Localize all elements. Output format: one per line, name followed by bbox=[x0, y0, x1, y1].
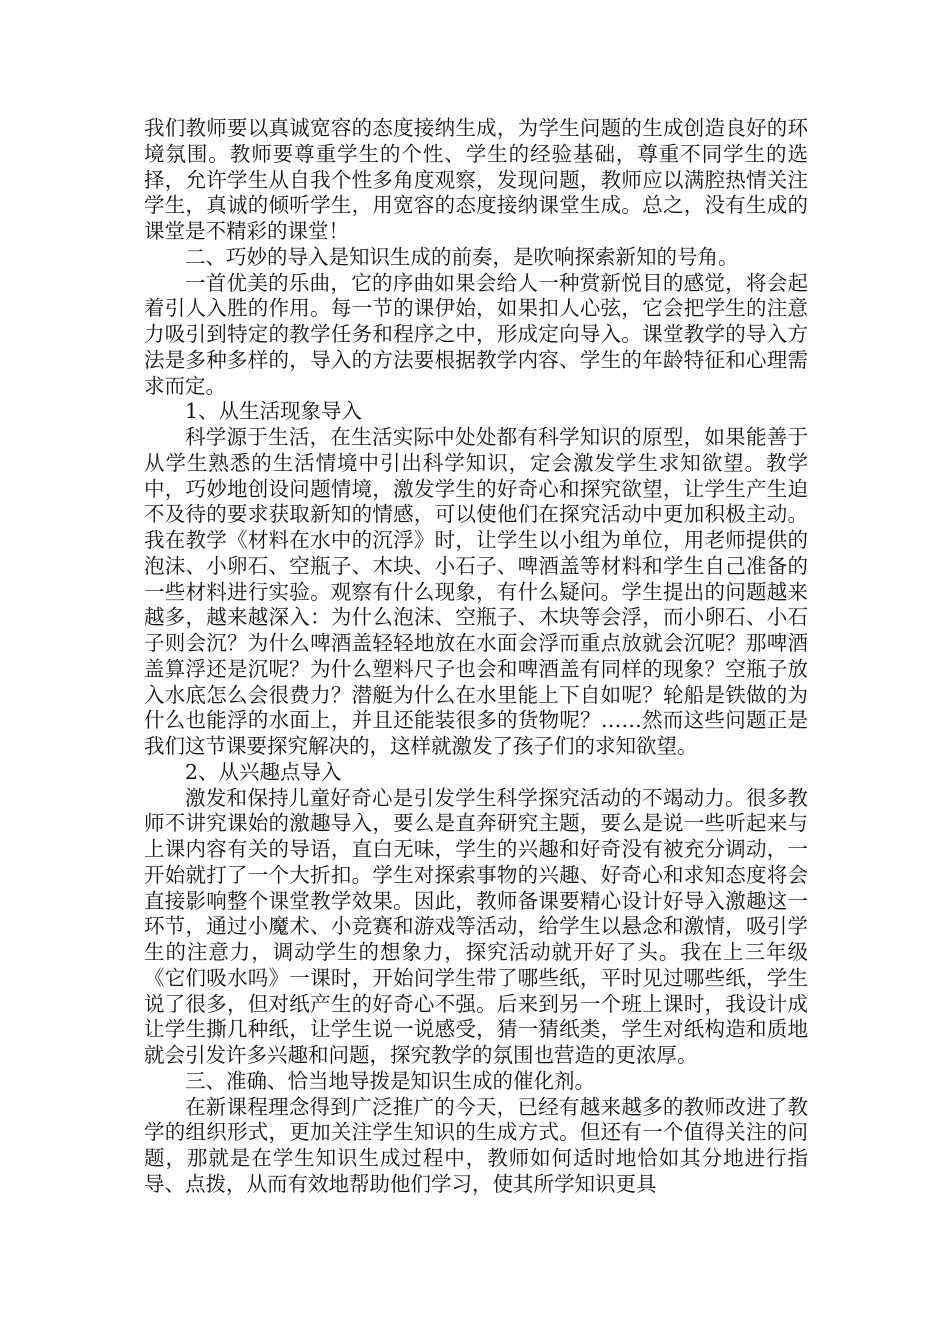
subheading-interest-point: 2、从兴趣点导入 bbox=[185, 759, 342, 784]
section-heading-2: 二、巧妙的导入是知识生成的前奏，是吹响探索新知的号角。 bbox=[185, 244, 739, 269]
document-page bbox=[144, 116, 808, 1198]
paragraph-intro: 一首优美的乐曲，它的序曲如果会给人一种赏新悦目的感觉，将会起着引人入胜的作用。每一节的课伊始，如果扣人心弦，它会把学生的注意力吸引到特定的教学任务和程序之中，形成定向导入。课堂教学的导入方法是多种多样的，导入的方法要根据教学内容、学生的年龄特征和心理需求而定。 bbox=[144, 270, 808, 398]
section-heading-3: 三、准确、恰当地导拨是知识生成的催化剂。 bbox=[185, 1068, 595, 1093]
paragraph-interest-point: 激发和保持儿童好奇心是引发学生科学探究活动的不竭动力。很多教师不讲究课始的激趣导入，要么是直奔研究主题，要么是说一些听起来与上课内容有关的导语，直白无味，学生的兴趣和好奇没有被充分调动，一开始就打了一个大折扣。学生对探索事物的兴趣、好奇心和求知态度将会直接影响整个课堂教学效果。因此，教师备课要精心设计好导入激趣这一环节，通过小魔术、小竞赛和游戏等活动，给学生以悬念和激情，吸引学生的注意力，调动学生的想象力，探究活动就开好了头。我在上三年级《它们吸水吗》一课时，开始问学生带了哪些纸，平时见过哪些纸，学生说了很多，但对纸产生的好奇心不强。后来到另一个班上课时，我设计成让学生撕几种纸，让学生说一说感受，猜一猜纸类，学生对纸构造和质地就会引发许多兴趣和问题，探究教学的氛围也营造的更浓厚。 bbox=[144, 785, 808, 1067]
paragraph-continuation: 我们教师要以真诚宽容的态度接纳生成，为学生问题的生成创造良好的环境氛围。教师要尊重学生的个性、学生的经验基础，尊重不同学生的选择，允许学生从自我个性多角度观察，发现问题，教师应以满腔热情关注学生，真诚的倾听学生，用宽容的态度接纳课堂生成。总之，没有生成的课堂是不精彩的课堂！ bbox=[144, 116, 808, 243]
paragraph-life-phenomena: 科学源于生活，在生活实际中处处都有科学知识的原型，如果能善于从学生熟悉的生活情境中引出科学知识，定会激发学生求知欲望。教学中，巧妙地创设问题情境，激发学生的好奇心和探究欲望，让学生产生迫不及待的要求获取新知的情感，可以使他们在探究活动中更加积极主动。我在教学《材料在水中的沉浮》时，让学生以小组为单位，用老师提供的泡沫、小卵石、空瓶子、木块、小石子、啤酒盖等材料和学生自己准备的一些材料进行实验。观察有什么现象，有什么疑问。学生提出的问题越来越多，越来越深入：为什么泡沫、空瓶子、木块等会浮，而小卵石、小石子则会沉？为什么啤酒盖轻轻地放在水面会浮而重点放就会沉呢？那啤酒盖算浮还是沉呢？为什么塑料尺子也会和啤酒盖有同样的现象？空瓶子放入水底怎么会很费力？潜艇为什么在水里能上下自如呢？轮船是铁做的为什么也能浮的水面上，并且还能装很多的货物呢？……然而这些问题正是我们这节课要探究解决的，这样就激发了孩子们的求知欲望。 bbox=[144, 425, 808, 758]
paragraph-guidance: 在新课程理念得到广泛推广的今天，已经有越来越多的教师改进了教学的组织形式，更加关注学生知识的生成方式。但还有一个值得关注的问题，那就是在学生知识生成过程中，教师如何适时地恰如其分地进行指导、点拨，从而有效地帮助他们学习，使其所学知识更具 bbox=[144, 1094, 808, 1196]
subheading-life-phenomena: 1、从生活现象导入 bbox=[185, 399, 363, 424]
